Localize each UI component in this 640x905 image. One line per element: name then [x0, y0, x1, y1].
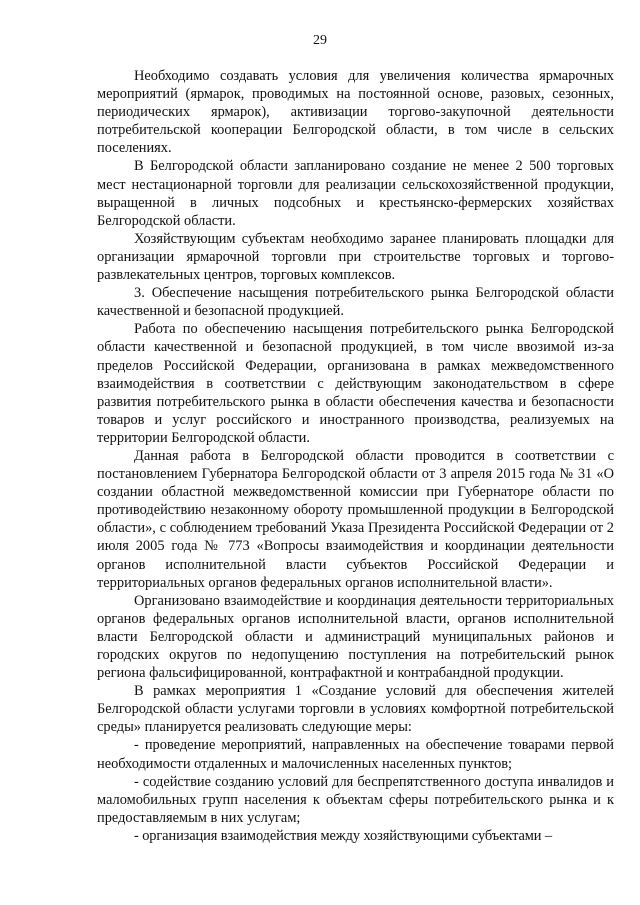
list-item-measure-2: - содействие созданию условий для беспрепятственного доступа инвалидов и маломобильных групп населения к объектам сферы потребительского рынка и к предоставляемым в них услугам; [97, 773, 614, 826]
page-number: 29 [313, 33, 327, 48]
paragraph-legal-basis: Данная работа в Белгородской области проводится в соответствии с постановлением Губернатора Белгородской области от 3 апреля 2015 года № 31 «О создании областной межведомственной комиссии при Губернаторе области по противодействию незаконному обороту промышленной продукции в Белгородской области», с соблюдением требований Указа Президента Российской Федерации от 2 июля 2005 года № 773 «Вопросы взаимодействия и координации деятельности органов исполнительной власти субъектов Российской Федерации и территориальных органов федеральных органов исполнительной власти». [97, 447, 614, 591]
paragraph-fairs: Необходимо создавать условия для увеличения количества ярмарочных мероприятий (ярмарок, проводимых на постоянной основе, разовых, сезонных, периодических ярмарок), активизации торгово-закупочной деятельности потребительской кооперации Белгородской области, в том числе в сельских поселениях. [97, 68, 614, 157]
paragraph-coordination: Организовано взаимодействие и координация деятельности территориальных органов федеральных органов исполнительной власти, органов исполнительной власти Белгородской области и администраций муниципальных районов и городских округов по недопущению поступления на потребительский рынок региона фальсифицированной, контрафактной и контрабандной продукции. [97, 592, 614, 682]
list-item-measure-3: - организация взаимодействия между хозяйствующими субъектами – [134, 827, 552, 844]
paragraph-fair-sites: Хозяйствующим субъектам необходимо заранее планировать площадки для организации ярмарочной торговли при строительстве торговых и торгово-развлекательных центров, торговых комплексов. [97, 230, 614, 284]
section-heading-3: 3. Обеспечение насыщения потребительского рынка Белгородской области качественной и безопасной продукцией. [97, 285, 614, 320]
document-body [97, 67, 614, 845]
paragraph-trade-places: В Белгородской области запланировано создание не менее 2 500 торговых мест нестационарной торговли для реализации сельскохозяйственной продукции, выращенной в личных подсобных и крестьянско-фермерских хозяйствах Белгородской области. [97, 158, 614, 229]
paragraph-measures-intro: В рамках мероприятия 1 «Создание условий для обеспечения жителей Белгородской области услугами торговли в условиях комфортной потребительской среды» планируется реализовать следующие меры: [97, 683, 614, 736]
list-item-measure-1: - проведение мероприятий, направленных на обеспечение товарами первой необходимости отдаленных и малочисленных населенных пунктов; [97, 737, 614, 772]
paragraph-market-saturation: Работа по обеспечению насыщения потребительского рынка Белгородской области качественной и безопасной продукцией, в том числе ввозимой из-за пределов Российской Федерации, организована в рамках межведомственного взаимодействия в соответствии с действующим законодательством в сфере развития потребительского рынка в области обеспечения качества и безопасности товаров и услуг российского и иностранного производства, реализуемых на территории Белгородской области. [97, 321, 614, 446]
